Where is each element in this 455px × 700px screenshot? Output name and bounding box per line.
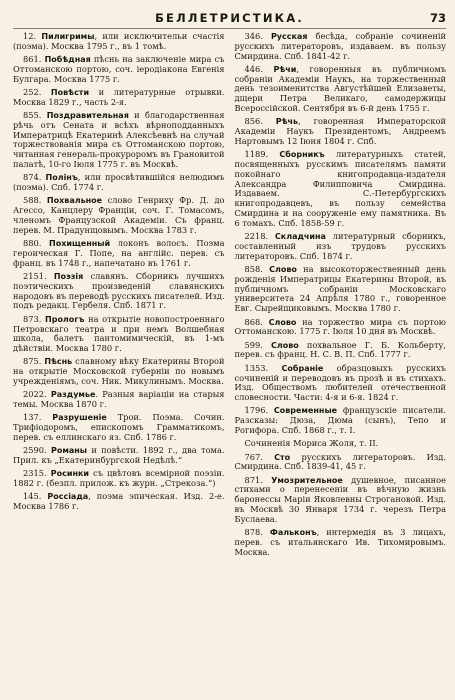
entry-number: 858.: [244, 264, 263, 275]
entry-number: 2022.: [23, 389, 47, 400]
catalog-entry: [13, 446, 225, 466]
entry-text: французскіе писатели. Разсказы: Дюза, Дюма (сынъ), Тепо и Рогифора. Спб. 1868 г., т. І.: [234, 405, 446, 435]
entry-heading: Полінъ: [45, 173, 78, 183]
catalog-entry: [235, 364, 447, 403]
entry-heading: Рѣчь: [275, 117, 299, 127]
entry-number: 861.: [23, 54, 42, 65]
entry-number: 880.: [23, 238, 42, 249]
entry-number: 1796.: [244, 405, 269, 416]
entry-heading: Похвальное: [46, 196, 103, 206]
entry-number: 12.: [23, 31, 37, 41]
entry-number: 873.: [23, 313, 42, 324]
entry-heading: Слово: [270, 340, 299, 350]
entry-heading: Сборникъ: [279, 150, 325, 160]
catalog-entry: [235, 265, 447, 314]
entry-text: . Разныя варіаціи на старыя темы. Москва 1870 г.: [13, 389, 225, 410]
entry-number: 137.: [23, 412, 42, 423]
entry-heading: Современные: [273, 406, 338, 416]
catalog-entry: [235, 341, 447, 361]
catalog-entry: [235, 150, 447, 228]
entry-number: 346.: [244, 31, 263, 41]
entry-number: 2151.: [23, 271, 47, 282]
catalog-entry: [235, 476, 447, 525]
entry-heading: Повѣсти: [50, 87, 90, 97]
entry-heading: Русская: [270, 32, 308, 41]
catalog-entry: [13, 469, 225, 489]
entry-heading: Складчина: [274, 232, 326, 242]
catalog-entry: [13, 32, 225, 52]
entry-text: литературныхъ статей, посвященныхъ русскимъ писателямъ памяти покойнаго книгопродавца-издателя Александра Филипповича Смирдина. Издаваем. С.-Петербургскихъ книгопродавцевъ, въ пользу семейства Смирдина и на сооруженіе ему памятника. Въ 6 томахъ. Спб. 1858-59 г.: [234, 149, 446, 228]
page-header: [13, 6, 446, 29]
entry-heading: Россіада: [47, 492, 89, 502]
entry-number: 2315.: [23, 468, 47, 479]
entry-heading: Собраніе: [281, 363, 324, 373]
entry-text: и повѣсти. 1892 г., два тома. Прил. къ „Екатеринбургской Недѣлѣ.“: [13, 445, 225, 466]
entry-heading: Раздумье: [50, 390, 96, 400]
running-title: БЕЛЛЕТРИСТИКА.: [155, 11, 304, 25]
entry-text: и литературные отрывки. Москва 1829 г., часть 2-я.: [13, 86, 225, 107]
catalog-entry: [13, 492, 225, 512]
entry-number: 2590.: [23, 445, 47, 456]
entry-heading: Слово: [269, 265, 297, 275]
catalog-entry: [13, 55, 225, 84]
entry-text: образцовыхъ русскихъ сочиненій и переводовъ въ прозѣ и въ стихахъ. Изд. Обществомъ любителей отечественной словесности. Части: 4-я и 6-я. 1824 г.: [234, 362, 447, 403]
entry-heading: Рѣчи: [273, 64, 297, 74]
catalog-entry: [235, 117, 447, 146]
catalog-entry: [235, 528, 447, 557]
entry-text: славянъ. Сборникъ лучшихъ поэтическихъ произведеній славянскихъ народовъ въ переводѣ русскихъ писателей. Изд. подъ редакц. Гербеля. Спб. 1871 г.: [13, 271, 225, 311]
entry-heading: Поэзія: [53, 272, 84, 282]
catalog-entry: [235, 232, 447, 261]
entry-heading: Побѣдная: [44, 55, 91, 65]
entry-text: бесѣда, собраніе сочиненій русскихъ литераторовъ, издаваем. въ пользу Смирдина. Спб. 1841-42 г.: [234, 31, 447, 61]
entry-heading: Пилигримы: [41, 32, 95, 41]
right-column: [235, 32, 447, 561]
entry-number: 2218.: [244, 231, 269, 242]
entry-text: , говоренная Императорской Академіи Наукъ Президентомъ, Андреемъ Нартовымъ 12 Іюня 1804 г. Спб.: [234, 116, 446, 146]
entry-number: 875.: [23, 356, 42, 367]
entry-number: 878.: [244, 527, 263, 538]
entry-number: 1189.: [244, 149, 269, 160]
entry-heading: Сто: [274, 452, 291, 462]
catalog-entry: [235, 453, 447, 473]
entry-text: на торжество мира съ портою Оттоманскою. 1775 г. Іюля 10 дня въ Москвѣ.: [234, 316, 446, 337]
two-column-body: [13, 32, 446, 561]
catalog-entry: [235, 32, 447, 61]
catalog-entry: [235, 318, 447, 338]
entry-heading: Похищенный: [49, 239, 111, 249]
entry-text: душевное, писанное стихами о перенесеніи въ вѣчную жизнь баронессы Маріи Яковлевны Строгановой. Изд. въ Москвѣ 30 Января 1734 г. черезъ Петра Буслаева.: [234, 474, 446, 524]
catalog-entry: [235, 406, 447, 435]
entry-number: 856.: [244, 116, 263, 127]
entry-text: славному вѣку Екатерины Второй на открытіе Московской губерніи по новымъ учрежденіямъ, соч. Ник. Микулинымъ. Москва.: [13, 356, 225, 386]
entry-heading: Разрушеніе: [52, 413, 107, 423]
entry-number: 446.: [244, 63, 263, 74]
entry-text: на открытіе новопостроеннаго Петровскаго театра и при немъ Волшебная школа, балетъ пантомимическій, въ 1-мъ дѣйствіи. Москва 1780 г.: [13, 313, 225, 354]
entry-text: на высокоторжественный день рожденія Императрицы Екатерины Второй, въ публичномъ собраніи Московскаго университета 24 Апрѣля 1780 г., говоренное Евг. Сырейщиковымъ. Москва 1780 г.: [234, 264, 447, 314]
entry-heading: Поздравительная: [46, 111, 129, 121]
entry-text: и благодарственная рѣчь отъ Сената и всѣхъ вѣрноподданныхъ Императрицѣ Екатеринѣ Алексѣевнѣ на случай торжествованія мира съ Оттоманскою портою, читанная генераль-прокуроромъ въ Грановитой палатѣ, 10-го Іюля 1775 г. въ Москвѣ.: [13, 110, 225, 170]
catalog-entry: [13, 357, 225, 386]
entry-number: 252.: [23, 86, 42, 97]
entry-text: слово Генриху Фр. Д. до Агессо, Канцлеру Франціи, соч. Г. Томасомъ, членомъ Французской Академіи. Съ франц. перев. М. Прадунщовымъ. Москва 1783 г.: [13, 195, 225, 235]
entry-number: 588.: [23, 195, 42, 206]
entry-text: литературный сборникъ, составленный изъ трудовъ русскихъ литераторовъ. Спб. 1874 г.: [234, 231, 446, 261]
catalog-entry: [13, 88, 225, 108]
catalog-entry: [13, 390, 225, 410]
entry-text: , интермедія въ 3 лицахъ, перев. съ итальянскаго Ив. Тихомировымъ. Москва.: [234, 527, 446, 557]
entry-text: русскихъ литераторовъ. Изд. Смирдина. Спб. 1839-41, 45 г.: [234, 451, 446, 472]
entry-text: , поэма эпическая. Изд. 2-е. Москва 1786 г.: [13, 491, 225, 512]
entry-number: 868.: [244, 316, 263, 327]
entry-heading: Слово: [268, 317, 297, 327]
catalog-entry: [13, 196, 225, 235]
entry-heading: Росинки: [50, 469, 90, 479]
entry-heading: Пѣснь: [44, 357, 73, 367]
entry-number: 599.: [244, 339, 263, 350]
entry-text: похвальное Г. Б. Кольберту, перев. съ франц. Н. С. В. П. Спб. 1777 г.: [234, 339, 446, 360]
entry-text: съ цвѣтовъ всемірной поэзіи. 1882 г. (безпл. прилож. къ журн. „Стрекоза.“): [13, 468, 225, 489]
catalog-entry: [13, 413, 225, 442]
page-number: 73: [429, 11, 446, 25]
entry-text: пѣснь на заключеніе мира съ Оттоманскою портою, соч. іеродіакона Евгенія Булгара. Москва 1775 г.: [13, 54, 225, 84]
entry-number: 855.: [23, 110, 42, 121]
entry-text: , или исключительи счастія (поэма). Москва 1795 г., въ 1 томѣ.: [13, 31, 225, 51]
catalog-entry: [13, 173, 225, 193]
catalog-entry: [235, 439, 447, 449]
entry-number: 874.: [23, 172, 42, 183]
entry-number: 767.: [244, 451, 263, 462]
catalog-entry: [13, 239, 225, 268]
entry-text: , говоренныя въ публичномъ собраніи Академіи Наукъ, на торжественный день тезоименитства Августѣйшей Елизаветы, дщери Петра Великаго, самодержицы Всероссійской. Сентября въ 6-й день 1755 г.: [234, 63, 446, 114]
entry-number: 145.: [23, 491, 42, 502]
catalog-entry: [13, 111, 225, 170]
entry-heading: Фальконъ: [269, 528, 317, 538]
entry-heading: Романы: [50, 446, 88, 456]
catalog-entry: [13, 272, 225, 311]
entry-text: , или просвѣтившійся нелюдимъ (поэма). Спб. 1774 г.: [13, 172, 225, 193]
entry-text: Сочиненія Мориса Жоля, т. II.: [244, 438, 379, 449]
entry-text: локонъ волосъ. Поэма героическая Г. Попе, на англійс. перев. съ франц. въ 1748 г., напечатано въ 1761 г.: [13, 238, 225, 268]
entry-text: Трои. Поэма. Сочин. Трифіодоромъ, епископомъ Грамматикомъ, перев. съ еллинскаго яз. Спб. 1786 г.: [13, 412, 225, 442]
entry-heading: Умозрительное: [271, 475, 343, 485]
catalog-entry: [13, 315, 225, 354]
catalog-entry: [235, 65, 447, 114]
left-column: [13, 32, 225, 561]
entry-heading: Прологъ: [45, 314, 85, 324]
entry-number: 1353.: [244, 362, 269, 373]
entry-number: 871.: [244, 474, 263, 485]
